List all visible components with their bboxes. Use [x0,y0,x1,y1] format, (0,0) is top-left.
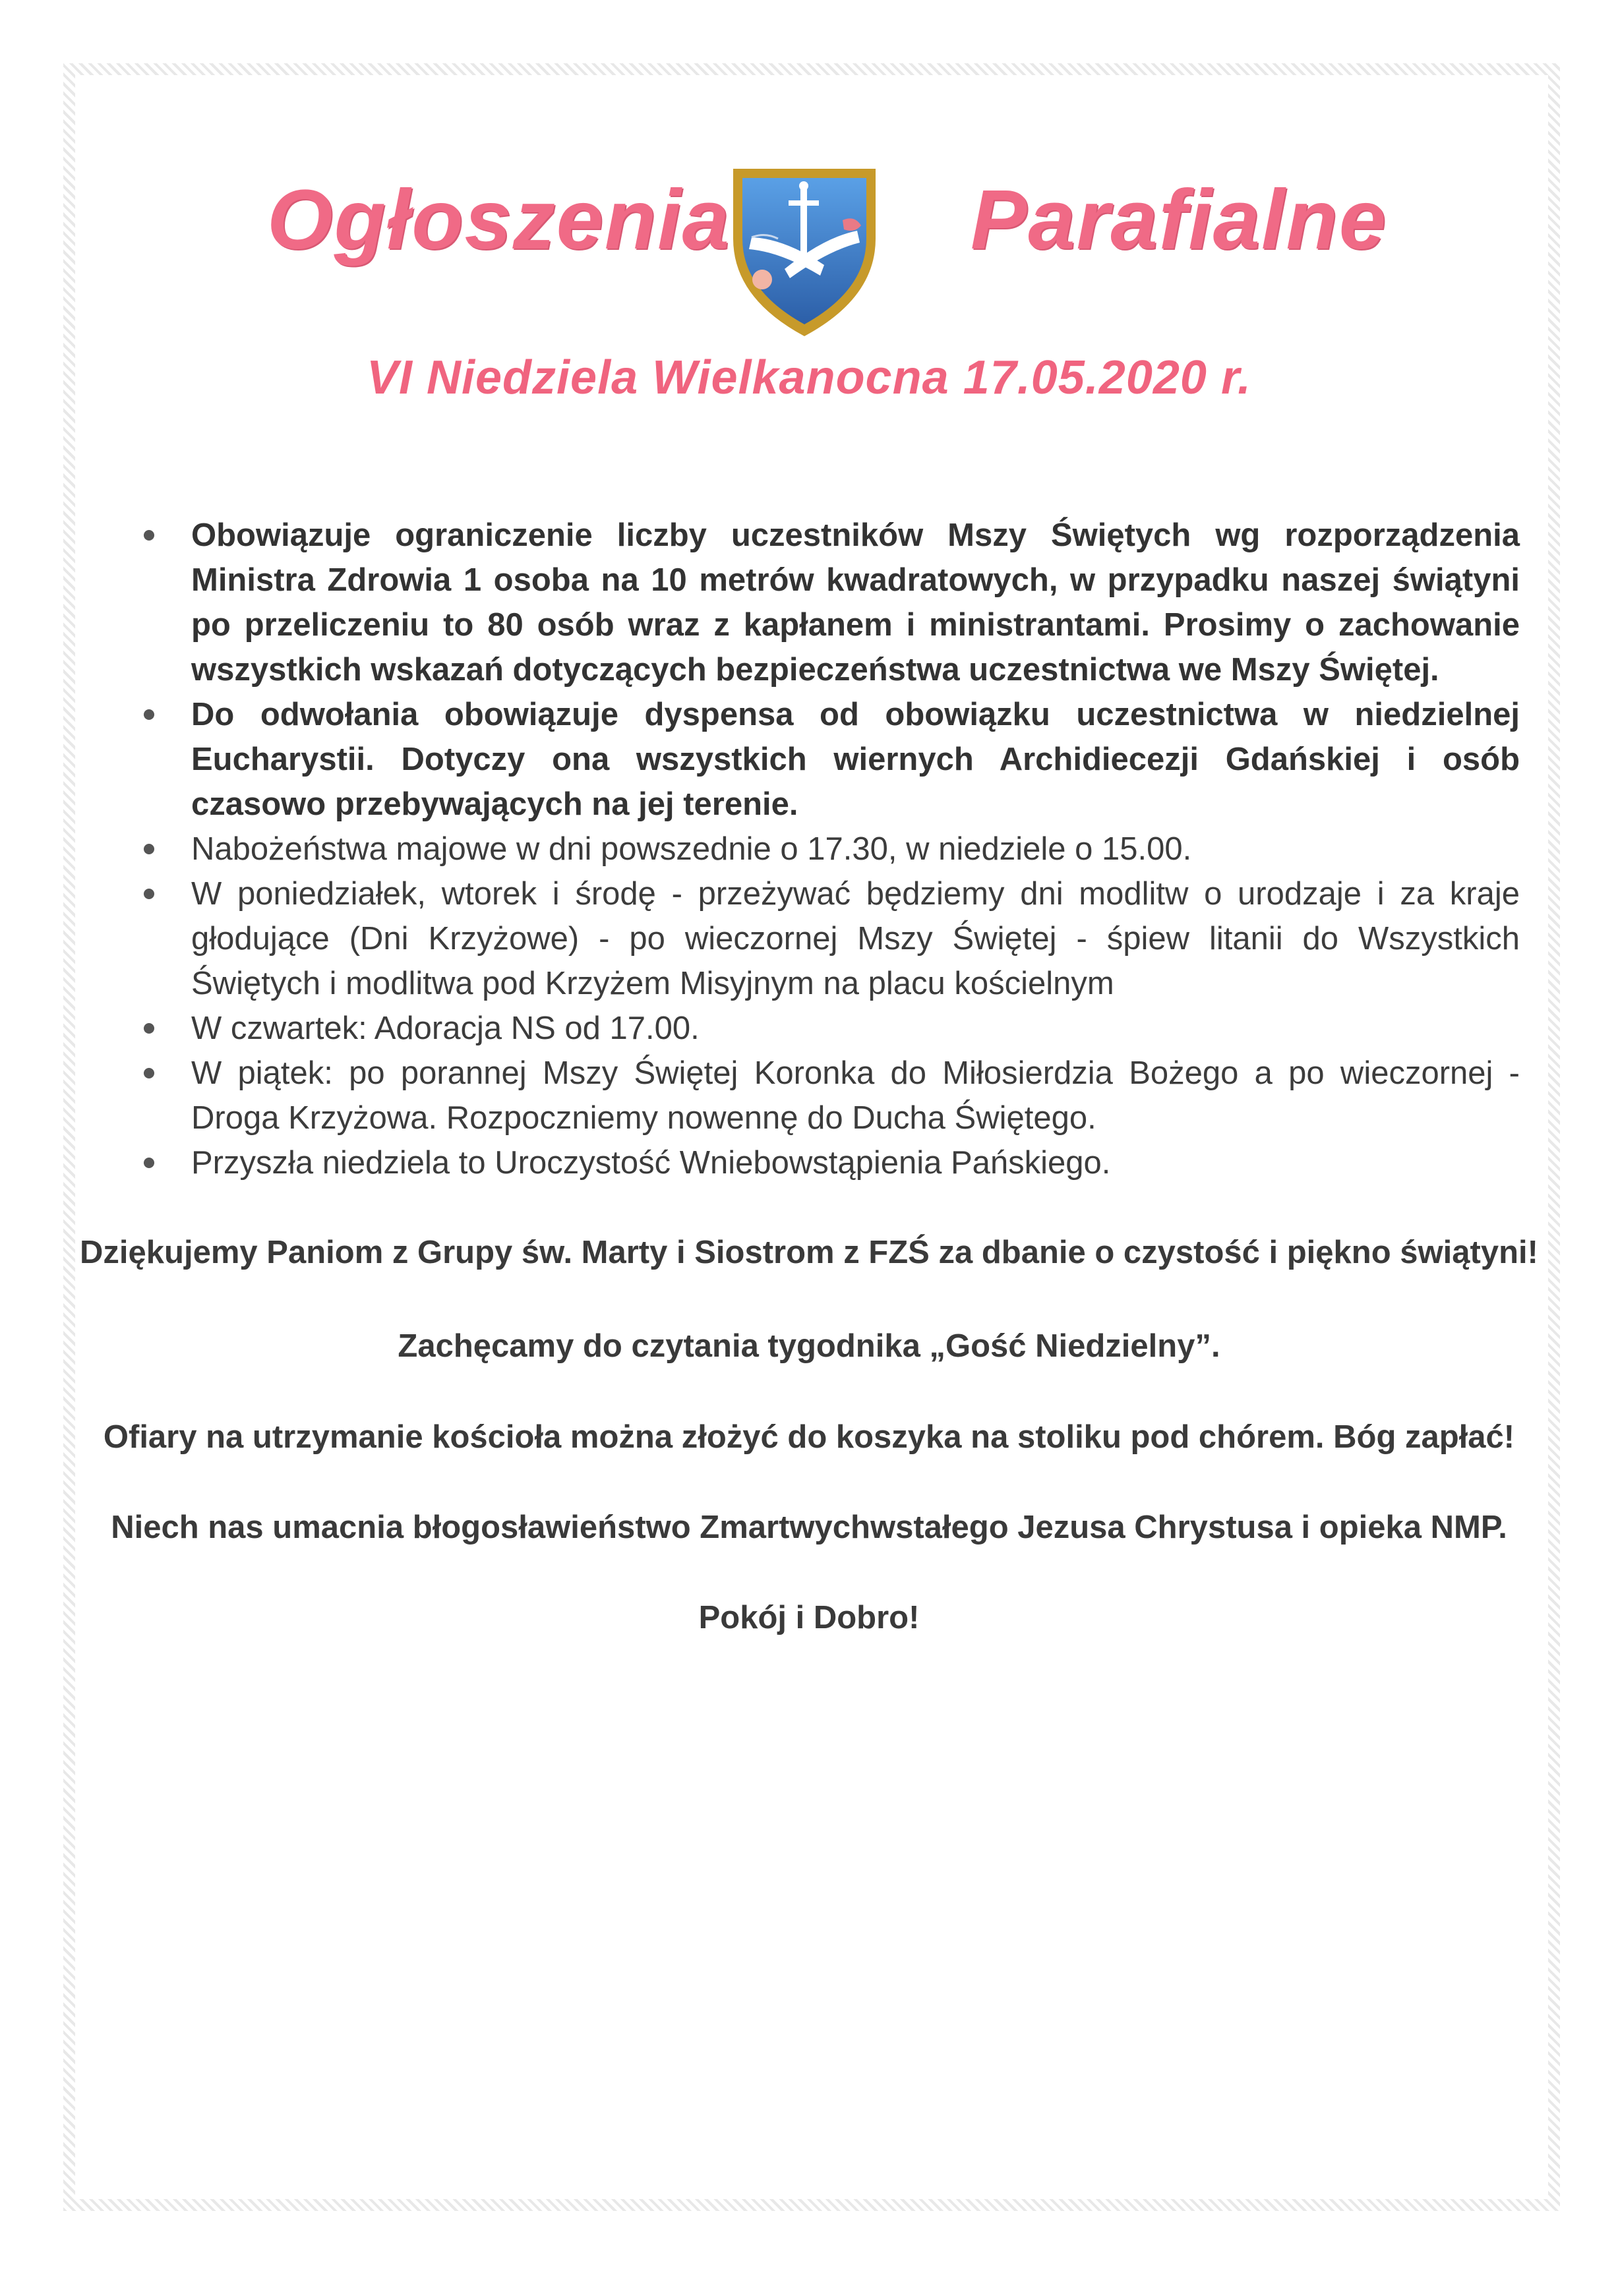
franciscan-coat-of-arms-icon [725,160,884,341]
closing-blessing: Niech nas umacnia błogosławieństwo Zmartwychwstałego Jezusa Chrystusa i opieka NMP. [111,1510,1507,1545]
bullet-icon [144,709,154,720]
title-right: Parafialne [971,173,1387,267]
bullet-icon [144,1023,154,1034]
list-item: W piątek: po porannej Mszy Świętej Koronka do Miłosierdzia Bożego a po wieczornej - Droga Krzyżowa. Rozpoczniemy nowennę do Ducha Świętego. [138,1051,1520,1140]
page-subtitle: VI Niedziela Wielkanocna 17.05.2020 r. [366,351,1252,404]
bullet-icon [144,1158,154,1168]
closing-peace: Pokój i Dobro! [698,1600,920,1635]
bullet-icon [144,889,154,899]
list-item: Przyszła niedziela to Uroczystość Wniebowstąpienia Pańskiego. [138,1140,1520,1185]
announcements-list [138,513,1520,1185]
bullet-icon [144,1068,154,1078]
list-item: W czwartek: Adoracja NS od 17.00. [138,1006,1520,1051]
list-item: W poniedziałek, wtorek i środę - przeżywać będziemy dni modlitw o urodzaje i za kraje głodujące (Dni Krzyżowe) - po wieczornej Mszy Świętej - śpiew litanii do Wszystkich Świętych i modlitwa pod Krzyżem Misyjnym na placu kościelnym [138,871,1520,1006]
list-item: Obowiązuje ograniczenie liczby uczestników Mszy Świętych wg rozporządzenia Ministra Zdrowia 1 osoba na 10 metrów kwadratowych, w przypadku naszej świątyni po przeliczeniu to 80 osób wraz z kapłanem i ministrantami. Prosimy o zachowanie wszystkich wskazań dotyczących bezpieczeństwa uczestnictwa we Mszy Świętej. [138,513,1520,692]
header [0,138,1618,336]
list-item: Nabożeństwa majowe w dni powszednie o 17.30, w niedziele o 15.00. [138,827,1520,871]
closing-thanks: Dziękujemy Paniom z Grupy św. Marty i Siostrom z FZŚ za dbanie o czystość i piękno świątyni! [80,1235,1538,1270]
bullet-icon [144,844,154,854]
bullet-icon [144,530,154,541]
title-left: Ogłoszenia [267,173,731,267]
list-item: Do odwołania obowiązuje dyspensa od obowiązku uczestnictwa w niedzielnej Eucharystii. Dotyczy ona wszystkich wiernych Archidiecezji Gdańskiej i osób czasowo przebywających na jej terenie. [138,692,1520,827]
closing-reading: Zachęcamy do czytania tygodnika „Gość Niedzielny”. [398,1328,1220,1364]
closing-offerings: Ofiary na utrzymanie kościoła można złożyć do koszyka na stoliku pod chórem. Bóg zapłać! [103,1419,1515,1455]
